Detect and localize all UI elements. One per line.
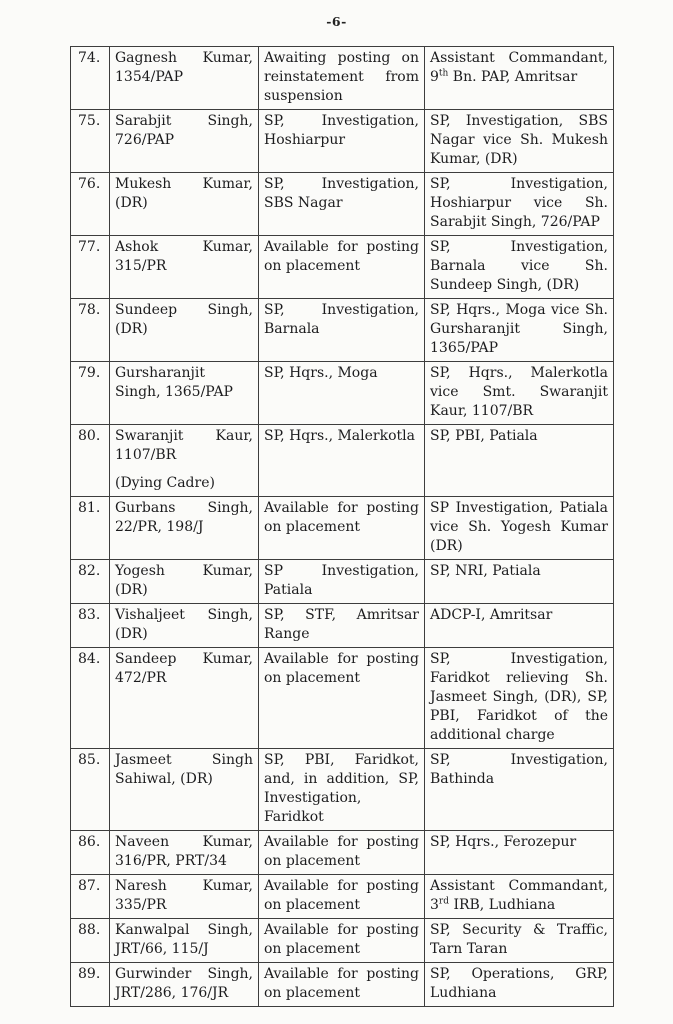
table-row	[71, 362, 614, 425]
current-posting: Available for posting on placement	[259, 648, 425, 749]
new-posting: SP, Security & Traffic, Tarn Taran	[425, 919, 614, 963]
officer-name-line: Sandeep Kumar, 472/PR	[115, 651, 253, 686]
officer-name	[110, 362, 259, 425]
officer-name-line: Naresh Kumar, 335/PR	[115, 878, 253, 913]
officer-name	[110, 47, 259, 110]
table-row	[71, 831, 614, 875]
current-posting: Available for posting on placement	[259, 875, 425, 919]
new-posting-text: Assistant Commandant, 9	[430, 50, 608, 85]
current-posting: SP, Hqrs., Malerkotla	[259, 425, 425, 497]
officer-name-line: (Dying Cadre)	[115, 475, 215, 491]
new-posting: SP, Hqrs., Malerkotla vice Smt. Swaranjit Kaur, 1107/BR	[425, 362, 614, 425]
current-posting: Available for posting on placement	[259, 831, 425, 875]
table-row	[71, 173, 614, 236]
current-posting: SP, PBI, Faridkot, and, in addition, SP, Investigation, Faridkot	[259, 749, 425, 831]
officer-name	[110, 173, 259, 236]
officer-name-line: Vishaljeet Singh, (DR)	[115, 607, 253, 642]
new-posting: SP, Investigation, SBS Nagar vice Sh. Mukesh Kumar, (DR)	[425, 110, 614, 173]
table-row	[71, 47, 614, 110]
serial-number: 86.	[71, 831, 110, 875]
current-posting: Available for posting on placement	[259, 919, 425, 963]
officer-name-line: Sarabjit Singh, 726/PAP	[115, 113, 253, 148]
officer-name	[110, 497, 259, 560]
page-number: -6-	[326, 14, 347, 29]
table-row	[71, 604, 614, 648]
ordinal-superscript: th	[438, 68, 449, 79]
officer-name	[110, 299, 259, 362]
serial-number: 81.	[71, 497, 110, 560]
officer-name	[110, 919, 259, 963]
table-row	[71, 648, 614, 749]
new-posting-text: Assistant Commandant, 3	[430, 878, 608, 913]
current-posting: Available for posting on placement	[259, 236, 425, 299]
current-posting: Available for posting on placement	[259, 497, 425, 560]
table-body	[71, 47, 614, 1007]
serial-number: 80.	[71, 425, 110, 497]
new-posting: SP, Investigation, Hoshiarpur vice Sh. Sarabjit Singh, 726/PAP	[425, 173, 614, 236]
officer-name-line: Gagnesh Kumar, 1354/PAP	[115, 50, 253, 85]
current-posting: Awaiting posting on reinstatement from suspension	[259, 47, 425, 110]
officer-name	[110, 604, 259, 648]
serial-number: 87.	[71, 875, 110, 919]
new-posting: SP, Operations, GRP, Ludhiana	[425, 963, 614, 1007]
new-posting: SP, Hqrs., Ferozepur	[425, 831, 614, 875]
serial-number: 88.	[71, 919, 110, 963]
current-posting: SP, Investigation, Hoshiarpur	[259, 110, 425, 173]
current-posting: SP, Investigation, SBS Nagar	[259, 173, 425, 236]
new-posting: ADCP-I, Amritsar	[425, 604, 614, 648]
new-posting: SP, Hqrs., Moga vice Sh. Gursharanjit Singh, 1365/PAP	[425, 299, 614, 362]
serial-number: 82.	[71, 560, 110, 604]
new-posting-text: Bn. PAP, Amritsar	[448, 69, 578, 85]
current-posting: SP, Hqrs., Moga	[259, 362, 425, 425]
serial-number: 83.	[71, 604, 110, 648]
officer-name-line: Gurbans Singh, 22/PR, 198/J	[115, 500, 253, 535]
new-posting-text: IRB, Ludhiana	[449, 897, 556, 913]
new-posting: SP, Investigation, Bathinda	[425, 749, 614, 831]
officer-name	[110, 875, 259, 919]
table-row	[71, 963, 614, 1007]
serial-number: 77.	[71, 236, 110, 299]
serial-number: 85.	[71, 749, 110, 831]
officer-name	[110, 560, 259, 604]
officer-name-line: Gursharanjit Singh, 1365/PAP	[115, 365, 233, 400]
serial-number: 84.	[71, 648, 110, 749]
new-posting: SP, Investigation, Barnala vice Sh. Sundeep Singh, (DR)	[425, 236, 614, 299]
new-posting	[425, 47, 614, 110]
officer-name-line: Naveen Kumar, 316/PR, PRT/34	[115, 834, 253, 869]
officer-name-line: Swaranjit Kaur, 1107/BR	[115, 428, 253, 463]
postings-table	[70, 46, 614, 1007]
officer-name	[110, 749, 259, 831]
officer-name	[110, 648, 259, 749]
table-row	[71, 425, 614, 497]
current-posting: SP, Investigation, Barnala	[259, 299, 425, 362]
current-posting: SP Investigation, Patiala	[259, 560, 425, 604]
officer-name-line: Ashok Kumar, 315/PR	[115, 239, 253, 274]
officer-name-line: Jasmeet Singh Sahiwal, (DR)	[115, 752, 253, 787]
serial-number: 75.	[71, 110, 110, 173]
current-posting: Available for posting on placement	[259, 963, 425, 1007]
officer-name	[110, 236, 259, 299]
table-row	[71, 497, 614, 560]
officer-name-line: Gurwinder Singh, JRT/286, 176/JR	[115, 966, 253, 1001]
table-row	[71, 299, 614, 362]
serial-number: 79.	[71, 362, 110, 425]
officer-name-line: Kanwalpal Singh, JRT/66, 115/J	[115, 922, 253, 957]
officer-name	[110, 425, 259, 497]
officer-name-line: Sundeep Singh, (DR)	[115, 302, 253, 337]
table-row	[71, 875, 614, 919]
table-row	[71, 749, 614, 831]
officer-name-line: Yogesh Kumar, (DR)	[115, 563, 253, 598]
table-row	[71, 560, 614, 604]
serial-number: 74.	[71, 47, 110, 110]
officer-name-line: Mukesh Kumar, (DR)	[115, 176, 253, 211]
new-posting: SP, Investigation, Faridkot relieving Sh. Jasmeet Singh, (DR), SP, PBI, Faridkot of the additional charge	[425, 648, 614, 749]
current-posting: SP, STF, Amritsar Range	[259, 604, 425, 648]
serial-number: 78.	[71, 299, 110, 362]
table-row	[71, 110, 614, 173]
new-posting: SP, PBI, Patiala	[425, 425, 614, 497]
new-posting: SP Investigation, Patiala vice Sh. Yogesh Kumar (DR)	[425, 497, 614, 560]
table-row	[71, 919, 614, 963]
officer-name	[110, 963, 259, 1007]
new-posting	[425, 875, 614, 919]
serial-number: 76.	[71, 173, 110, 236]
serial-number: 89.	[71, 963, 110, 1007]
new-posting: SP, NRI, Patiala	[425, 560, 614, 604]
ordinal-superscript: rd	[438, 896, 449, 907]
officer-name	[110, 110, 259, 173]
officer-name	[110, 831, 259, 875]
table-row	[71, 236, 614, 299]
